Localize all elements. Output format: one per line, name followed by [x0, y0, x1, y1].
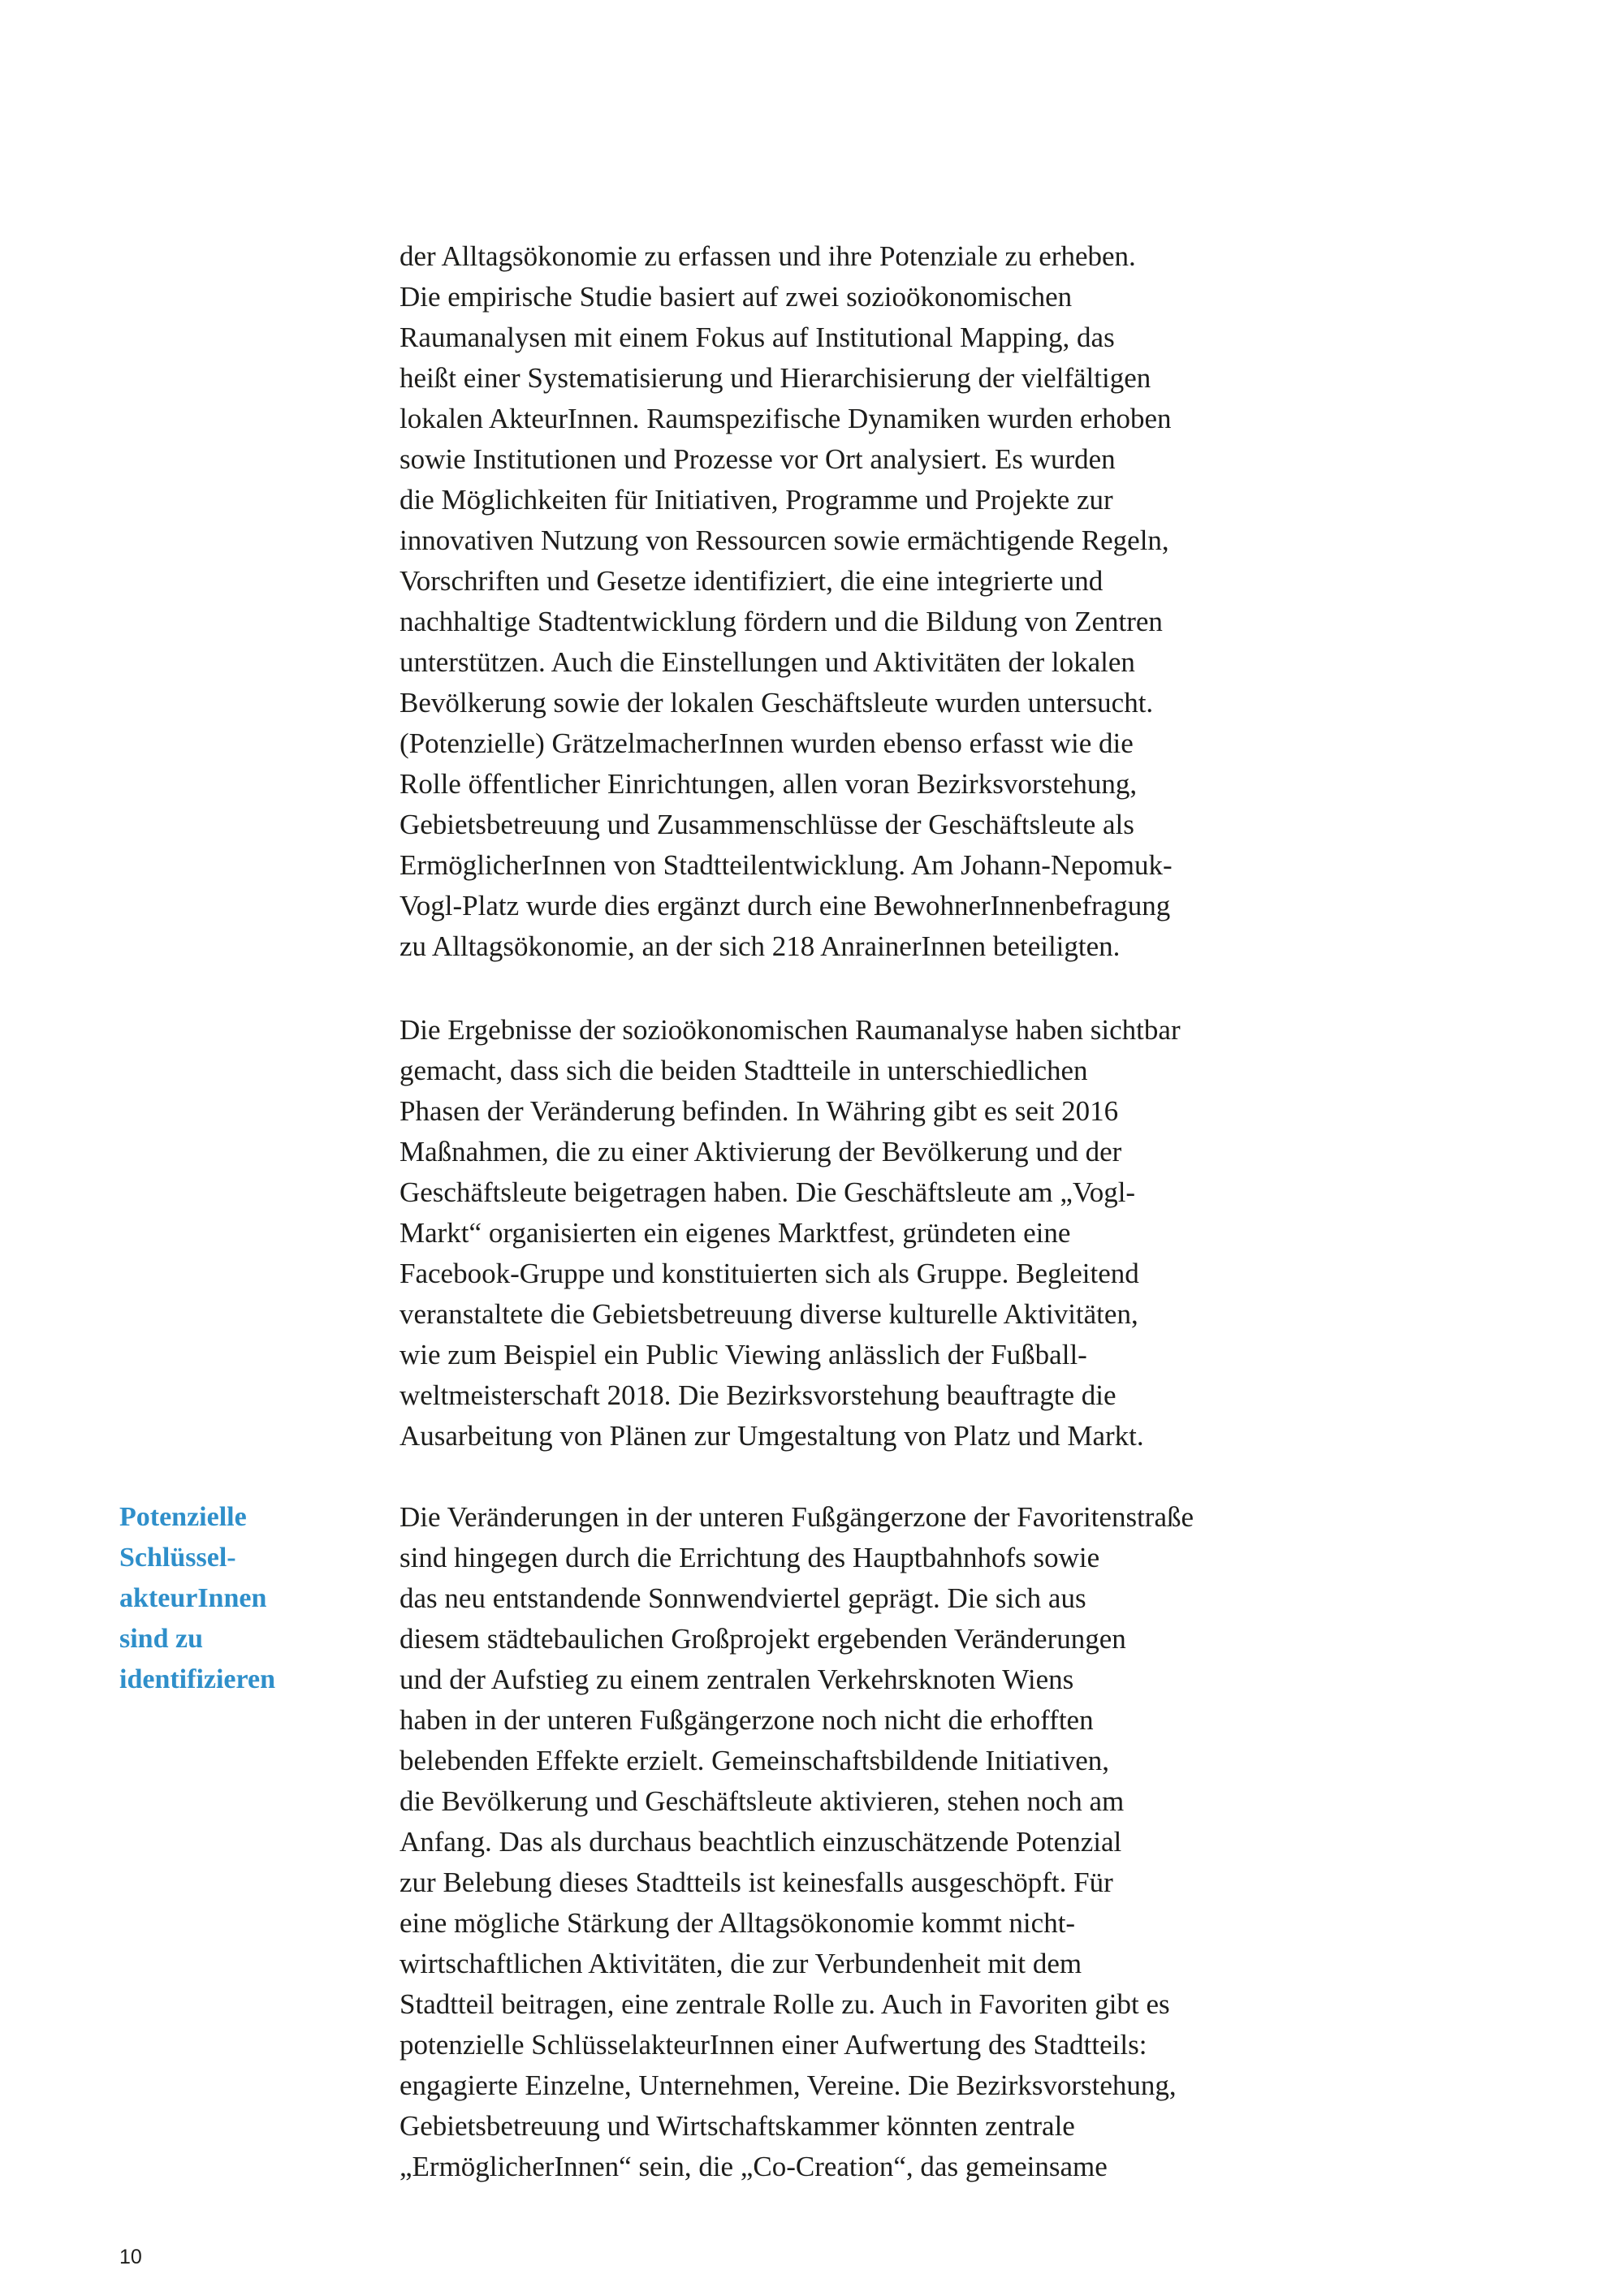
text-line: das neu entstandende Sonnwendviertel geprägt. Die sich aus — [400, 1582, 1086, 1614]
text-line: Rolle öffentlicher Einrichtungen, allen voran Bezirksvorstehung, — [400, 768, 1138, 800]
text-line: wie zum Beispiel ein Public Viewing anlässlich der Fußball- — [400, 1339, 1087, 1370]
text-line: Gebietsbetreuung und Zusammenschlüsse der Geschäftsleute als — [400, 809, 1134, 840]
text-line: heißt einer Systematisierung und Hierarchisierung der vielfältigen — [400, 362, 1151, 394]
text-line: sind hingegen durch die Errichtung des Hauptbahnhofs sowie — [400, 1542, 1100, 1573]
text-line: zur Belebung dieses Stadtteils ist keinesfalls ausgeschöpft. Für — [400, 1867, 1113, 1898]
text-line: haben in der unteren Fußgängerzone noch nicht die erhofften — [400, 1704, 1094, 1736]
text-line: weltmeisterschaft 2018. Die Bezirksvorstehung beauftragte die — [400, 1379, 1116, 1411]
text-line: Bevölkerung sowie der lokalen Geschäftsleute wurden untersucht. — [400, 687, 1154, 719]
text-line: „ErmöglicherInnen“ sein, die „Co-Creation“, das gemeinsame — [400, 2151, 1108, 2182]
text-line: gemacht, dass sich die beiden Stadtteile in unterschiedlichen — [400, 1055, 1088, 1086]
text-line: ErmöglicherInnen von Stadtteilentwicklung. Am Johann-Nepomuk- — [400, 849, 1173, 881]
text-line: die Bevölkerung und Geschäftsleute aktivieren, stehen noch am — [400, 1785, 1125, 1817]
text-line: Die Ergebnisse der sozioökonomischen Raumanalyse haben sichtbar — [400, 1014, 1181, 1046]
text-line: Vogl-Platz wurde dies ergänzt durch eine BewohnerInnenbefragung — [400, 890, 1171, 921]
text-line: Anfang. Das als durchaus beachtlich einzuschätzende Potenzial — [400, 1826, 1122, 1858]
text-line: eine mögliche Stärkung der Alltagsökonomie kommt nicht- — [400, 1907, 1076, 1939]
text-line: Die empirische Studie basiert auf zwei sozioökonomischen — [400, 281, 1073, 313]
text-line: (Potenzielle) GrätzelmacherInnen wurden ebenso erfasst wie die — [400, 727, 1134, 759]
text-line: Phasen der Veränderung befinden. In Währing gibt es seit 2016 — [400, 1095, 1119, 1127]
margin-heading-line: akteurInnen — [119, 1583, 267, 1613]
text-line: Die Veränderungen in der unteren Fußgängerzone der Favoritenstraße — [400, 1501, 1194, 1533]
text-line: der Alltagsökonomie zu erfassen und ihre Potenziale zu erheben. — [400, 240, 1136, 272]
text-line: Vorschriften und Gesetze identifiziert, die eine integrierte und — [400, 565, 1104, 597]
text-line: belebenden Effekte erzielt. Gemeinschaftsbildende Initiativen, — [400, 1745, 1109, 1776]
margin-heading-line: Schlüssel- — [119, 1543, 236, 1573]
text-line: Stadtteil beitragen, eine zentrale Rolle zu. Auch in Favoriten gibt es — [400, 1988, 1170, 2020]
text-line: Ausarbeitung von Plänen zur Umgestaltung von Platz und Markt. — [400, 1420, 1144, 1452]
text-line: zu Alltagsökonomie, an der sich 218 AnrainerInnen beteiligten. — [400, 930, 1121, 962]
text-line: sowie Institutionen und Prozesse vor Ort analysiert. Es wurden — [400, 443, 1116, 475]
text-line: wirtschaftlichen Aktivitäten, die zur Verbundenheit mit dem — [400, 1948, 1082, 1979]
text-line: Facebook-Gruppe und konstituierten sich als Gruppe. Begleitend — [400, 1258, 1139, 1289]
text-line: potenzielle SchlüsselakteurInnen einer Aufwertung des Stadtteils: — [400, 2029, 1147, 2061]
text-line: veranstaltete die Gebietsbetreuung diverse kulturelle Aktivitäten, — [400, 1298, 1138, 1330]
text-line: Maßnahmen, die zu einer Aktivierung der Bevölkerung und der — [400, 1136, 1122, 1167]
text-line: innovativen Nutzung von Ressourcen sowie ermächtigende Regeln, — [400, 524, 1169, 556]
text-line: Gebietsbetreuung und Wirtschaftskammer könnten zentrale — [400, 2110, 1075, 2142]
text-line: Geschäftsleute beigetragen haben. Die Geschäftsleute am „Vogl- — [400, 1176, 1136, 1208]
text-line: lokalen AkteurInnen. Raumspezifische Dynamiken wurden erhoben — [400, 403, 1172, 434]
margin-heading-line: sind zu — [119, 1624, 203, 1654]
text-line: unterstützen. Auch die Einstellungen und Aktivitäten der lokalen — [400, 646, 1135, 678]
text-line: diesem städtebaulichen Großprojekt ergebenden Veränderungen — [400, 1623, 1126, 1655]
margin-heading-line: identifizieren — [119, 1664, 275, 1694]
text-line: nachhaltige Stadtentwicklung fördern und die Bildung von Zentren — [400, 606, 1163, 637]
text-line: Markt“ organisierten ein eigenes Marktfest, gründeten eine — [400, 1217, 1071, 1249]
text-line: Raumanalysen mit einem Fokus auf Institutional Mapping, das — [400, 322, 1115, 353]
text-line: und der Aufstieg zu einem zentralen Verkehrsknoten Wiens — [400, 1664, 1074, 1695]
text-line: engagierte Einzelne, Unternehmen, Vereine. Die Bezirksvorstehung, — [400, 2069, 1177, 2101]
text-line: die Möglichkeiten für Initiativen, Programme und Projekte zur — [400, 484, 1113, 516]
margin-heading — [119, 1497, 379, 1700]
page-number: 10 — [119, 2246, 142, 2268]
margin-heading-line: Potenzielle — [119, 1502, 247, 1532]
